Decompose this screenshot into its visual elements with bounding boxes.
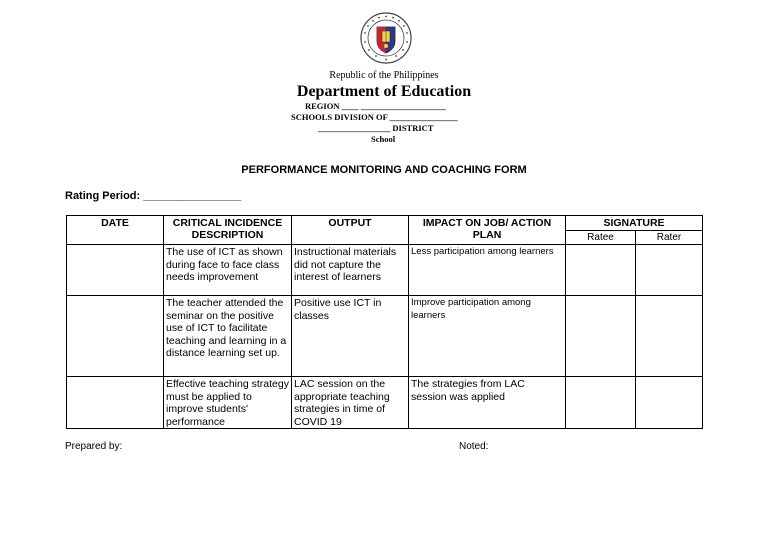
header-output: OUTPUT bbox=[292, 216, 409, 245]
cell-ratee-signature bbox=[566, 296, 636, 377]
cell-impact: Less participation among learners bbox=[409, 245, 566, 296]
cell-rater-signature bbox=[636, 296, 703, 377]
cell-ratee-signature bbox=[566, 377, 636, 429]
cell-critical: The use of ICT as shown during face to face class needs improvement bbox=[164, 245, 292, 296]
cell-date bbox=[67, 377, 164, 429]
school-line: School bbox=[371, 134, 396, 144]
cell-date bbox=[67, 296, 164, 377]
table-row bbox=[67, 377, 703, 429]
table-row bbox=[67, 296, 703, 377]
region-line: REGION ____ ____________________ bbox=[305, 101, 446, 111]
cell-output: Positive use ICT in classes bbox=[292, 296, 409, 377]
cell-impact: The strategies from LAC session was applied bbox=[409, 377, 566, 429]
header-date: DATE bbox=[67, 216, 164, 245]
rating-period: Rating Period: ________________ bbox=[65, 190, 242, 202]
form-title: PERFORMANCE MONITORING AND COACHING FORM bbox=[241, 164, 527, 176]
cell-date bbox=[67, 245, 164, 296]
table-row bbox=[67, 245, 703, 296]
header-impact: IMPACT ON JOB/ ACTION PLAN bbox=[409, 216, 566, 245]
republic-line: Republic of the Philippines bbox=[329, 70, 439, 81]
cell-critical: Effective teaching strategy must be applied to improve students' performance bbox=[164, 377, 292, 429]
header-signature: SIGNATURE bbox=[566, 216, 703, 231]
deped-seal-logo bbox=[360, 12, 412, 64]
district-line: _________________ DISTRICT bbox=[318, 123, 434, 133]
cell-rater-signature bbox=[636, 245, 703, 296]
cell-rater-signature bbox=[636, 377, 703, 429]
cell-output: Instructional materials did not capture the interest of learners bbox=[292, 245, 409, 296]
department-title: Department of Education bbox=[296, 83, 472, 100]
monitoring-table bbox=[66, 215, 703, 429]
header-critical-incidence: CRITICAL INCIDENCE DESCRIPTION bbox=[164, 216, 292, 245]
division-line: SCHOOLS DIVISION OF ________________ bbox=[291, 112, 458, 122]
noted-label: Noted: bbox=[459, 441, 489, 452]
header-rater: Rater bbox=[636, 231, 703, 245]
header-ratee: Ratee bbox=[566, 231, 636, 245]
cell-critical: The teacher attended the seminar on the positive use of ICT to facilitate teaching and learning in a distance learning set up. bbox=[164, 296, 292, 377]
cell-output: LAC session on the appropriate teaching strategies in time of COVID 19 bbox=[292, 377, 409, 429]
cell-ratee-signature bbox=[566, 245, 636, 296]
cell-impact: Improve participation among learners bbox=[409, 296, 566, 377]
prepared-by-label: Prepared by: bbox=[65, 441, 123, 452]
